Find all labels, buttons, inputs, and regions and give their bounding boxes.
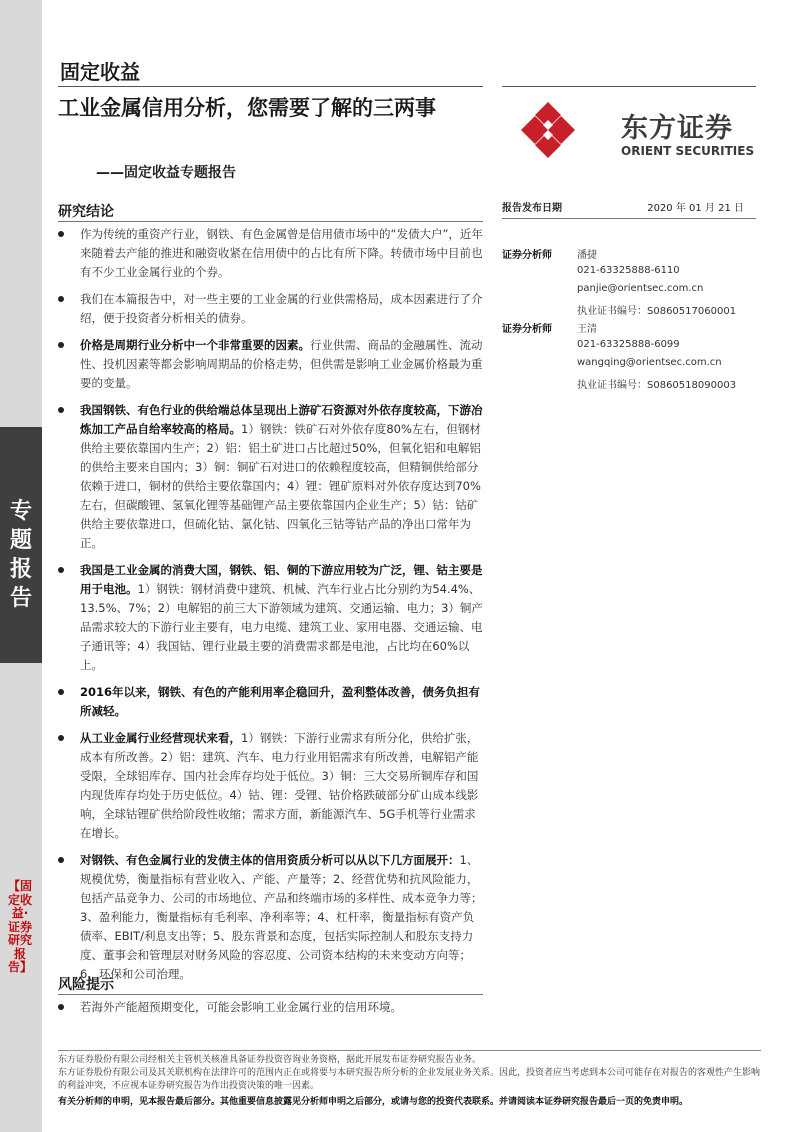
bullet-bold-text: 我国是工业金属的消费大国，钢铁、铝、铜的下游应用较为广泛，锂、钴主要是用于电池。 — [80, 563, 483, 596]
list-item — [58, 290, 485, 328]
analyst-email[interactable]: wangqing@orientsec.com.cn — [577, 357, 722, 368]
analyst-phone: 021-63325888-6099 — [577, 338, 680, 350]
bullet-icon — [58, 567, 64, 573]
footer-line: 东方证券股份有限公司及其关联机构在法律许可的范围内正在或将要与本研究报告所分析的企业发展业务关系。因此，投资者应当考虑到本公司可能存在对报告的客观性产生影响的利益冲突，不应视本证券研究报告为作出投资决策的唯一因素。 — [58, 1068, 761, 1091]
analyst-row — [502, 246, 756, 265]
list-item — [58, 561, 485, 675]
list-item — [58, 998, 485, 1017]
bullet-icon — [58, 689, 64, 695]
publish-date-label: 报告发布日期 — [502, 203, 562, 214]
bullet-icon — [58, 296, 64, 302]
analyst-row — [502, 320, 756, 339]
analyst-row — [502, 302, 756, 321]
bullet-text: 作为传统的重资产行业，钢铁、有色金属曾是信用债市场中的“发债大户”，近年来随着去产能的推进和融资收紧在信用债中的占比有所下降。转债市场中目前也有不少工业金属行业的个券。 — [80, 227, 483, 279]
bullet-text: 行业供需、商品的金融属性、流动性、投机因素等都会影响周期品的价格走势，但供需是影响工业金属价格最为重要的变量。 — [80, 338, 483, 390]
analyst-label: 证券分析师 — [502, 250, 552, 261]
risk-divider — [58, 994, 483, 995]
analyst-email[interactable]: panjie@orientsec.com.cn — [577, 283, 704, 294]
bullet-text: 1、规模优势，衡量指标有营业收入、产能、产量等；2、经营优势和抗风险能力，包括产品竞争力、公司的市场地位、产品和终端市场的多样性、成本竞争力等；3、盈利能力，衡量指标有毛利率、净利率等；4、杠杆率，衡量指标有资产负债率、EBIT/利息支出等；5、股东背景和态度，包括实际控制人和股东支持力度、董事会和管理层对财务风险的容忍度、公司资本结构的未来变动方向等；6、环保和公司治理。 — [80, 853, 483, 981]
list-item — [58, 336, 485, 393]
bullet-icon — [58, 1004, 64, 1010]
list-item — [58, 225, 485, 282]
analyst-block — [502, 246, 756, 394]
conclusions-divider — [58, 221, 483, 222]
bullet-bold-text: 2016年以来，钢铁、有色的产能利用率企稳回升，盈利整体改善，债务负担有所减轻。 — [80, 685, 481, 718]
analyst-row — [502, 376, 756, 395]
analyst-row — [502, 339, 756, 358]
bullet-text: 我们在本篇报告中，对一些主要的工业金属的行业供需格局，成本因素进行了介绍，便于投资者分析相关的债券。 — [80, 292, 483, 325]
footer-divider — [58, 1050, 761, 1051]
bullet-bold-text: 对钢铁、有色金属行业的发债主体的信用资质分析可以从以下几方面展开： — [80, 853, 460, 867]
publish-date-row — [502, 199, 756, 219]
bullet-icon — [58, 231, 64, 237]
report-subtitle: ——固定收益专题报告 — [96, 165, 236, 181]
sidebar-vertical-label: 【固定收益·证券研究报告】 — [8, 879, 33, 974]
bullet-bold-text: 我国钢铁、有色行业的供给端总体呈现出上游矿石资源对外依存度较高，下游冶炼加工产品自给率较高的格局。 — [80, 403, 483, 436]
bullet-icon — [58, 735, 64, 741]
analyst-row — [502, 283, 756, 302]
report-title: 工业金属信用分析，您需要了解的三两事 — [58, 96, 436, 120]
bullet-icon — [58, 857, 64, 863]
sidebar-report-type — [0, 427, 42, 663]
footer-line-bold: 有关分析师的申明，见本报告最后部分。其他重要信息披露见分析师申明之后部分，或请与您的投资代表联系。并请阅读本证券研究报告最后一页的免责申明。 — [58, 1097, 689, 1107]
logo-text-cn: 东方证券 — [621, 113, 733, 144]
list-item — [58, 729, 485, 843]
bullet-text: 1）钢铁：下游行业需求有所分化，供给扩张，成本有所改善。2）铝：建筑、汽车、电力行业用铝需求有所改善，电解铝产能受限，全球铝库存、国内社会库存均处于低位。3）铜：三大交易所铜库存和国内现货库存均处于历史低位。4）钴、锂：受锂、钴价格跌破部分矿山成本线影响，全球钴锂矿供给阶段性收缩；需求方面，新能源汽车、5G手机等行业需求在增长。 — [80, 731, 479, 840]
footer-line: 东方证券股份有限公司经相关主管机关核准具备证券投资咨询业务资格，据此开展发布证券研究报告业务。 — [58, 1055, 482, 1065]
logo-divider — [502, 86, 756, 87]
risk-heading: 风险提示 — [58, 977, 114, 993]
bullet-icon — [58, 407, 64, 413]
conclusions-heading: 研究结论 — [58, 204, 114, 220]
title-divider — [58, 86, 483, 87]
logo-text-en: ORIENT SECURITIES — [621, 144, 755, 158]
list-item — [58, 851, 485, 984]
report-category: 固定收益 — [60, 60, 140, 84]
analyst-cert: 执业证书编号：S0860518090003 — [577, 379, 737, 391]
logo-mark-icon — [515, 100, 581, 162]
bullet-bold-text: 从工业金属行业经营现状来看， — [80, 731, 241, 745]
publish-date-value: 2020 年 01 月 21 日 — [647, 203, 744, 214]
sidebar-top-band — [0, 0, 42, 427]
analyst-name: 王清 — [577, 324, 597, 335]
bullet-text: 1）钢铁：钢材消费中建筑、机械、汽车行业占比分别约为54.4%、13.5%、7%；2）电解铝的前三大下游领域为建筑、交通运输、电力；3）铜产品需求较大的下游行业主要有，电力电缆、建筑工业、家用电器、交通运输、电子通讯等；4）我国钴、锂行业最主要的消费需求都是电池，占比均在60%以上。 — [80, 582, 483, 672]
risk-list — [58, 998, 485, 1025]
analyst-cert: 执业证书编号：S0860517060001 — [577, 305, 737, 317]
analyst-phone: 021-63325888-6110 — [577, 264, 680, 276]
bullet-bold-text: 价格是周期行业分析中一个非常重要的因素。 — [80, 338, 310, 352]
analyst-label: 证券分析师 — [502, 324, 552, 335]
bullet-text: 1）钢铁：铁矿石对外依存度80%左右，但钢材供给主要依靠国内生产；2）铝：铝土矿进口占比超过50%，但氧化铝和电解铝的供给主要来自国内；3）铜：铜矿石对进口的依赖程度较高，但精铜供给部分依赖于进口，铜材的供给主要依靠国内；4）锂：锂矿原料对外依存度达到70%左右，但碳酸锂、氢氧化锂等基础锂产品主要依靠国内企业生产；5）钴：钴矿供给主要依靠进口，但硫化钴、氯化钴、四氧化三钴等钴产品的净出口常年为正。 — [80, 422, 481, 550]
analyst-row — [502, 265, 756, 284]
analyst-name: 潘捷 — [577, 250, 597, 261]
sidebar-vertical-title: 专题报告 — [10, 499, 33, 611]
analyst-row — [502, 357, 756, 376]
footer-disclaimer — [58, 1054, 761, 1109]
risk-text: 若海外产能超预期变化，可能会影响工业金属行业的信用环境。 — [80, 1000, 402, 1014]
list-item — [58, 683, 485, 721]
bullet-icon — [58, 342, 64, 348]
conclusions-list — [58, 225, 485, 992]
list-item — [58, 401, 485, 553]
